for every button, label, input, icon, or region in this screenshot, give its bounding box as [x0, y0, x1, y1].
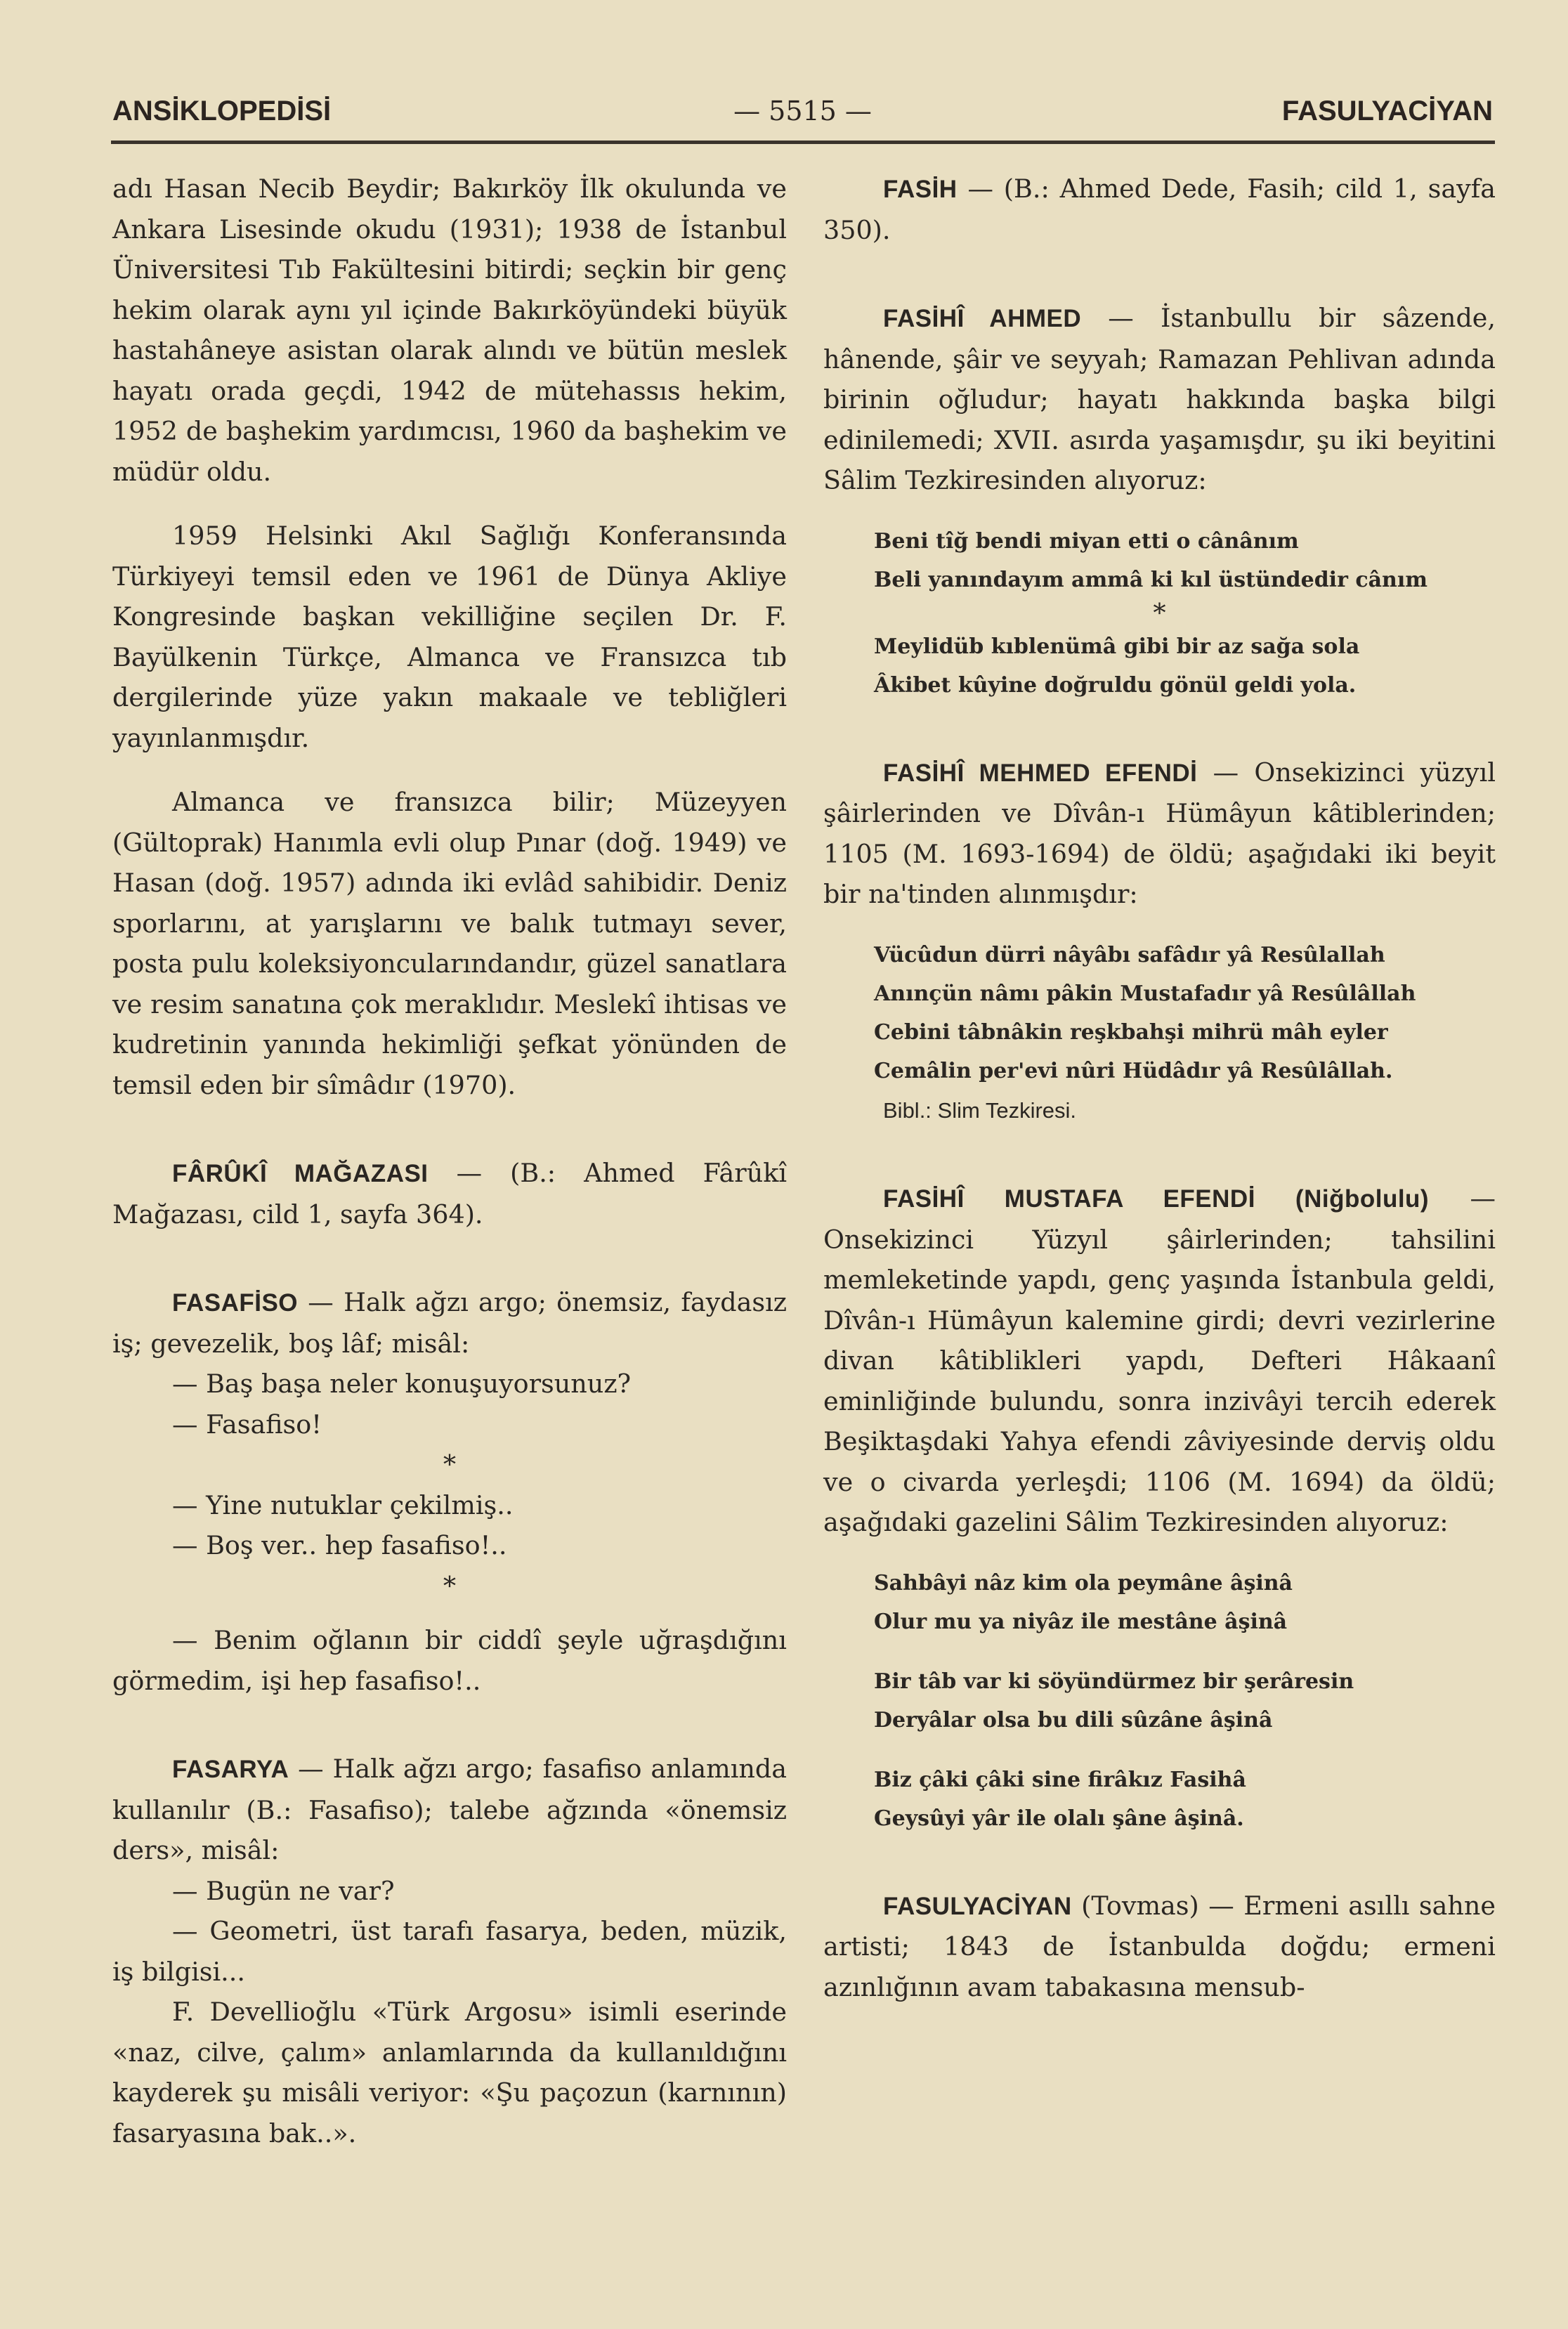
page-number: — 5515 —: [733, 96, 872, 126]
dialogue-line: — Fasafiso!: [172, 1409, 322, 1440]
entry-heading: FASİHÎ MUSTAFA EFENDİ (Niğbolulu): [883, 1185, 1430, 1213]
separator-star: *: [443, 1449, 457, 1480]
verse-line: Bir tâb var ki söyündürmez bir şerâresin: [874, 1669, 1354, 1694]
verse-line: Meylidüb kıblenümâ gibi bir az sağa sola: [874, 634, 1360, 659]
verse-line: Beni tîğ bendi miyan etti o cânânım: [874, 528, 1299, 554]
entry-text: — (B.: Ahmed Dede, Fasih; cild 1, sayfa 350).: [823, 174, 1496, 245]
entry-heading: FÂRÛKÎ MAĞAZASI: [172, 1160, 429, 1187]
left-column: [112, 169, 787, 2153]
verse-line: Âkibet kûyine doğruldu gönül geldi yola.: [874, 672, 1357, 698]
verse-line: Anınçün nâmı pâkin Mustafadır yâ Resûlâllah: [874, 981, 1416, 1006]
header-right-title: FASULYACİYAN: [1281, 96, 1493, 126]
verse-line: Geysûyi yâr ile olalı şâne âşinâ.: [874, 1806, 1244, 1831]
entry-heading: FASAFİSO: [172, 1289, 299, 1317]
entry-text: — Halk ağzı argo; fasafiso anlamında kullanılır (B.: Fasafiso); talebe ağzında «önemsiz ders», misâl:: [112, 1754, 787, 1865]
verse-line: Sahbâyi nâz kim ola peymâne âşinâ: [874, 1570, 1293, 1596]
verse-line: Biz çâki çâki sine firâkız Fasihâ: [874, 1767, 1246, 1792]
entry-fasihi-ahmed: [823, 298, 1496, 501]
running-header: [112, 96, 1493, 138]
entry-text: — Halk ağzı argo; önemsiz, faydasız iş; gevezelik, boş lâf; misâl:: [112, 1287, 787, 1359]
entry-fasafiso: [112, 1282, 787, 1364]
verse-line: Deryâlar olsa bu dili sûzâne âşinâ: [874, 1707, 1273, 1733]
entry-faruki: [112, 1153, 787, 1234]
dialogue-line: — Geometri, üst tarafı fasarya, beden, müzik, iş bilgisi...: [112, 1916, 787, 1987]
verse-line: Beli yanındayım ammâ ki kıl üstündedir cânım: [874, 567, 1427, 592]
dialogue-line: — Benim oğlanın bir ciddî şeyle uğraşdığını görmedim, işi hep fasafiso!..: [112, 1625, 787, 1696]
header-rule: [111, 141, 1495, 144]
paragraph-fasarya-source: F. Devellioğlu «Türk Argosu» isimli eserinde «naz, cilve, çalım» anlamlarında da kullanıldığını kayderek şu misâli veriyor: «Şu paçozun (karnının) fasaryasına bak..».: [112, 1997, 787, 2148]
entry-fasarya: [112, 1749, 787, 1871]
separator-star: *: [1153, 597, 1166, 628]
entry-text: — Onsekizinci Yüzyıl şâirlerinden; tahsilini memleketinde yapdı, genç yaşında İstanbula geldi, Dîvân-ı Hümâyun kalemine girdi; devri vezirlerine divan kâtiblikleri yapdı, Defteri Hâkaanî eminliğinde bulundu, sonra inzivâyi tercih ederek Beşiktaşdaki Yahya efendi zâviyesinde derviş oldu ve o civarda yerleşdi; 1106 (M. 1694) da öldü; aşağıdaki gazelini Sâlim Tezkiresinden alıyoruz:: [823, 1183, 1496, 1537]
entry-fasihi-mustafa: [823, 1178, 1496, 1543]
header-left-title: ANSİKLOPEDİSİ: [112, 96, 332, 126]
entry-fasulyaciyan: [823, 1886, 1496, 2008]
entry-heading: FASİHÎ MEHMED EFENDİ: [883, 759, 1198, 787]
entry-text: — Onsekizinci yüzyıl şâirlerinden ve Dîvân-ı Hümâyun kâtiblerinden; 1105 (M. 1693-1694) de öldü; aşağıdaki iki beyit bir na'tinden alınmışdır:: [823, 757, 1496, 909]
entry-heading: FASULYACİYAN: [883, 1892, 1072, 1920]
entry-heading: FASARYA: [172, 1756, 289, 1783]
dialogue-line: — Boş ver.. hep fasafiso!..: [172, 1530, 507, 1560]
bibliography: Bibl.: Slim Tezkiresi.: [883, 1097, 1077, 1123]
entry-text: — İstanbullu bir sâzende, hânende, şâir ve seyyah; Ramazan Pehlivan adında birinin oğludur; hayatı hakkında başka bilgi edinilemedi; XVII. asırda yaşamışdır, şu iki beyitini Sâlim Tezkiresinden alıyoruz:: [823, 303, 1496, 495]
separator-star: *: [443, 1570, 457, 1601]
entry-fasihi-mehmed: [823, 752, 1496, 915]
paragraph-biography-3: Almanca ve fransızca bilir; Müzeyyen (Gültoprak) Hanımla evli olup Pınar (doğ. 1949) ve Hasan (doğ. 1957) adında iki evlâd sahibidir. Deniz sporlarını, at yarışlarını ve balık tutmayı sever, posta pulu koleksiyoncularındandır, güzel sanatlara ve resim sanatına çok meraklıdır. Meslekî ihtisas ve kudretinin yanında hekimliği şefkat yönünden de temsil eden bir sîmâdır (1970).: [112, 787, 787, 1100]
dialogue-line: — Bugün ne var?: [172, 1875, 395, 1906]
entry-text: (Tovmas) — Ermeni asıllı sahne artisti; 1843 de İstanbulda doğdu; ermeni azınlığının avam tabakasına mensub-: [823, 1890, 1496, 2002]
entry-heading: FASİH: [883, 176, 958, 203]
verse-line: Olur mu ya niyâz ile mestâne âşinâ: [874, 1609, 1288, 1634]
paragraph-biography-2: 1959 Helsinki Akıl Sağlığı Konferansında Türkiyeyi temsil eden ve 1961 de Dünya Akliye Kongresinde başkan vekilliğine seçilen Dr. F. Bayülkenin Türkçe, Almanca ve Fransızca tıb dergilerinde yüze yakın makaale ve tebliğleri yayınlanmışdır.: [112, 521, 787, 753]
dialogue-line: — Baş başa neler konuşuyorsunuz?: [172, 1369, 632, 1399]
entry-heading: FASİHÎ AHMED: [883, 305, 1082, 332]
entry-text: — (B.: Ahmed Fârûkî Mağazası, cild 1, sayfa 364).: [112, 1158, 788, 1229]
verse-line: Cemâlin per'evi nûri Hüdâdır yâ Resûlâllah.: [874, 1058, 1393, 1083]
paragraph-biography-1: adı Hasan Necib Beydir; Bakırköy İlk okulunda ve Ankara Lisesinde okudu (1931); 1938 de İstanbul Üniversitesi Tıb Fakültesini bitirdi; seçkin bir genç hekim olarak aynı yıl içinde Bakırköyündeki büyük hastahâneye asistan olarak alındı ve bütün meslek hayatı orada geçdi, 1942 de mütehassıs hekim, 1952 de başhekim yardımcısı, 1960 da başhekim ve müdür oldu.: [112, 174, 787, 487]
right-column: [823, 169, 1496, 2007]
verse-line: Vücûdun dürri nâyâbı safâdır yâ Resûlallah: [874, 942, 1385, 967]
dialogue-line: — Yine nutuklar çekilmiş..: [172, 1489, 514, 1520]
verse-line: Cebini tâbnâkin reşkbahşi mihrü mâh eyler: [874, 1019, 1388, 1045]
entry-fasih: [823, 169, 1496, 250]
